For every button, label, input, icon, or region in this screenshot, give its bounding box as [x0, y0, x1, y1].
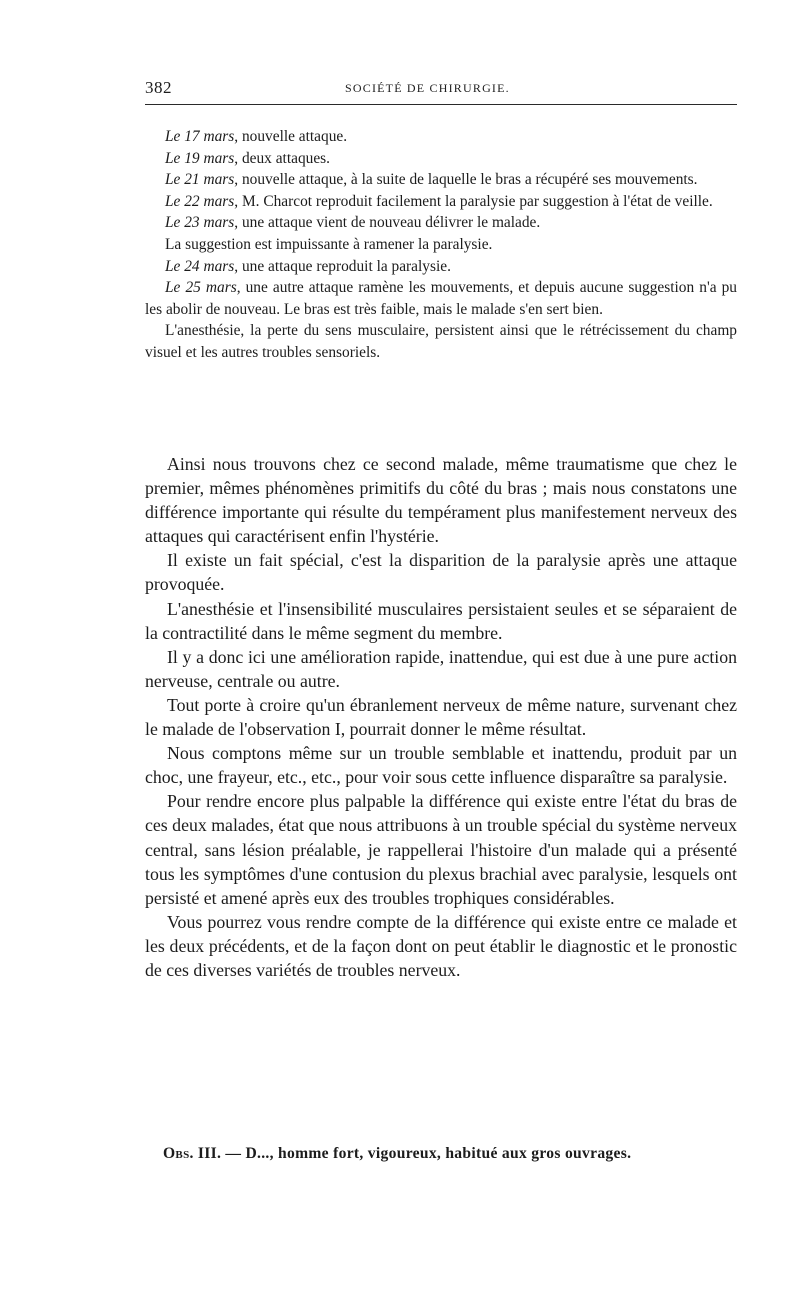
running-title: SOCIÉTÉ DE CHIRURGIE.	[345, 81, 510, 95]
log-entry	[145, 212, 737, 234]
log-date: Le 22 mars	[165, 192, 235, 210]
log-text: L'anesthésie, la perte du sens musculaire, persistent ainsi que le rétrécissement du champ visuel et les autres troubles sensoriels.	[145, 322, 737, 361]
log-date: Le 19 mars	[165, 149, 235, 167]
body-paragraph: Il existe un fait spécial, c'est la disparition de la paralysie après une attaque provoquée.	[145, 550, 737, 595]
observation-line	[145, 1143, 737, 1165]
discussion	[145, 452, 737, 982]
log-date: Le 17 mars	[165, 128, 235, 145]
log-date: Le 23 mars	[165, 214, 235, 232]
body-paragraph: Ainsi nous trouvons chez ce second malade, même traumatisme que chez le premier, mêmes phénomènes primitifs du côté du bras ; mais nous constatons une différence importante qui résulte du tempérament plus manifestement nerveux des attaques qui caractérisent enfin l'hystérie.	[145, 454, 737, 547]
log-entry	[145, 320, 737, 363]
body-paragraph: L'anesthésie et l'insensibilité musculaires persistaient seules et se séparaient de la contractilité dans le même segment du membre.	[145, 598, 737, 643]
body-paragraph: Pour rendre encore plus palpable la différence qui existe entre l'état du bras de ces deux malades, état que nous attribuons à un trouble spécial du système nerveux central, sans lésion préalable, je rappellerai l'histoire d'un malade qui a présenté tous les symptômes d'une contusion du plexus brachial avec paralysie, lesquels ont persisté et amené après eux des troubles trophiques considérables.	[145, 791, 737, 908]
log-text: La suggestion est impuissante à ramener la paralysie.	[165, 235, 493, 253]
page-header	[145, 78, 735, 104]
log-text: , une autre attaque ramène les mouvements, et depuis aucune suggestion n'a pu les abolir de nouveau. Le bras est très faible, mais le malade s'en sert bien.	[145, 279, 738, 318]
log-text: , M. Charcot reproduit facilement la paralysie par suggestion à l'état de veille.	[234, 192, 713, 210]
body-paragraph: Il y a donc ici une amélioration rapide, inattendue, qui est due à une pure action nerveuse, centrale ou autre.	[145, 646, 737, 691]
page-number: 382	[145, 78, 172, 97]
log-entry	[145, 256, 737, 278]
log-entry	[145, 234, 737, 256]
body-paragraph: Vous pourrez vous rendre compte de la différence qui existe entre ce malade et les deux précédents, et de la façon dont on peut établir le diagnostic et le pronostic de ces diverses variétés de troubles nerveux.	[145, 911, 737, 980]
log-date: Le 24 mars	[165, 257, 235, 275]
observation-heading	[145, 1143, 737, 1165]
case-log	[145, 126, 737, 364]
log-entry	[145, 277, 737, 320]
log-date: Le 25 mars	[165, 279, 237, 297]
observation-label: Obs. III.	[163, 1145, 222, 1162]
log-text: , deux attaques.	[234, 149, 330, 167]
log-entry	[145, 169, 737, 191]
body-paragraph: Nous comptons même sur un trouble semblable et inattendu, produit par un choc, une frayeur, etc., etc., pour voir sous cette influence disparaître sa paralysie.	[145, 743, 737, 788]
log-entry	[145, 191, 737, 213]
body-paragraph: Tout porte à croire qu'un ébranlement nerveux de même nature, survenant chez le malade de l'observation I, pourrait donner le même résultat.	[145, 694, 737, 740]
log-text: , nouvelle attaque.	[234, 128, 348, 145]
log-entry	[145, 126, 737, 148]
header-rule	[145, 104, 737, 105]
log-text: , une attaque reproduit la paralysie.	[234, 257, 451, 275]
log-text: , nouvelle attaque, à la suite de laquelle le bras a récupéré ses mouvements.	[234, 171, 698, 189]
log-entry	[145, 148, 737, 170]
log-text: , une attaque vient de nouveau délivrer le malade.	[234, 214, 541, 232]
observation-text: — D..., homme fort, vigoureux, habitué aux gros ouvrages.	[221, 1145, 632, 1162]
log-date: Le 21 mars	[165, 171, 235, 189]
